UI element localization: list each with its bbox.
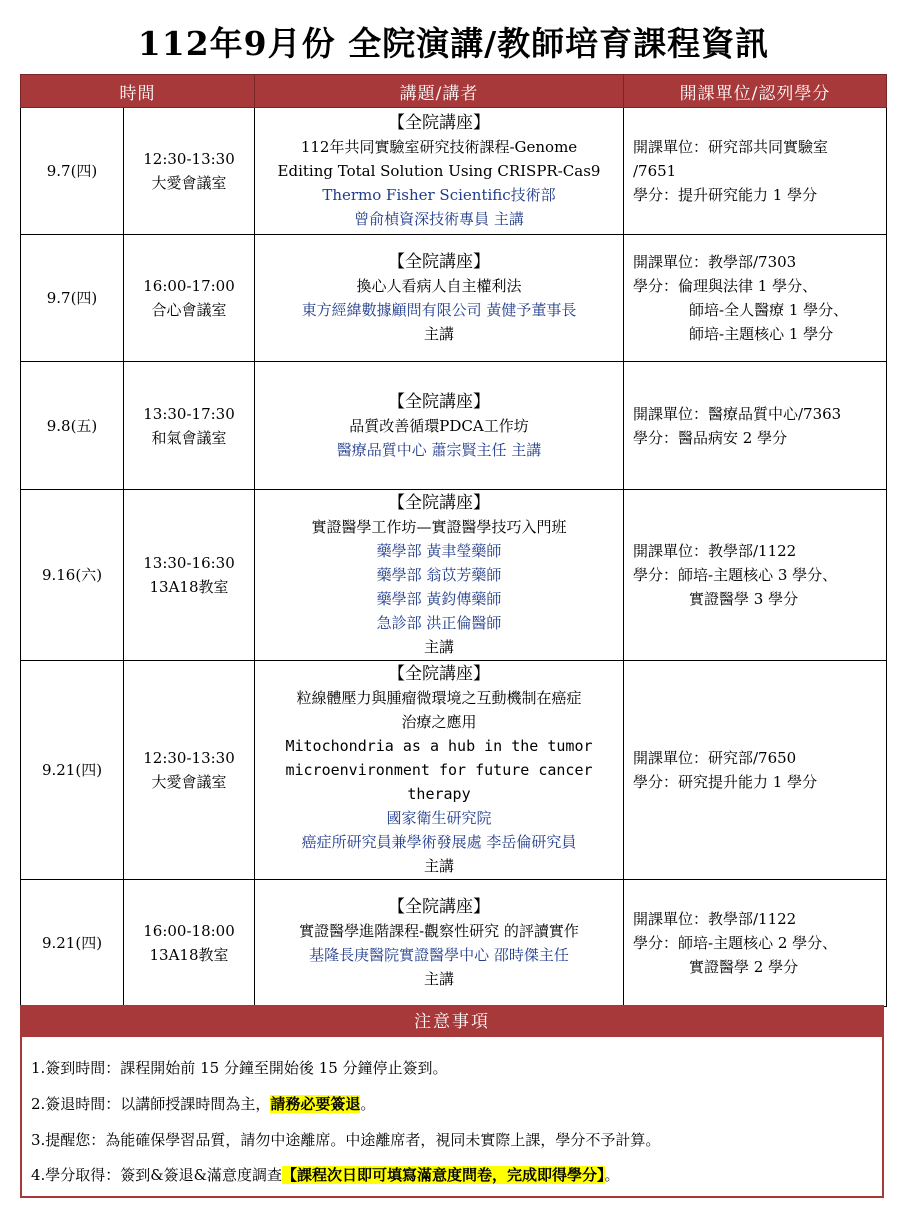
note-text: 。	[604, 1166, 620, 1184]
row-date: 9.16(六)	[21, 490, 124, 661]
unit-line: 開課單位：教學部/1122	[633, 542, 797, 560]
note-text: 2.簽退時間：以講師授課時間為主，	[31, 1095, 271, 1113]
room: 大愛會議室	[151, 174, 227, 192]
course-title: 實證醫學進階課程-觀察性研究 的評讀實作	[299, 922, 579, 940]
time-range: 16:00-17:00	[143, 277, 235, 295]
unit-line: 開課單位：教學部/7303	[633, 253, 797, 271]
course-title-english: Mitochondria as a hub in the tumor	[285, 737, 593, 755]
course-title: Editing Total Solution Using CRISPR-Cas9	[277, 162, 601, 180]
speaker: 藥學部 翁苡芳藥師	[376, 566, 502, 584]
room: 13A18教室	[149, 946, 229, 964]
lecture-tag: 【全院講座】	[388, 252, 490, 272]
lecture-tag: 【全院講座】	[388, 391, 490, 412]
course-title-english: therapy	[407, 785, 471, 803]
time-range: 13:30-17:30	[143, 404, 235, 423]
note-text: 1.簽到時間：課程開始前 15 分鐘至開始後 15 分鐘停止簽到。	[31, 1059, 448, 1077]
time-range: 12:30-13:30	[143, 749, 235, 767]
page-title: 112年9月份 全院演講/教師培育課程資訊	[137, 24, 770, 63]
time-range: 13:30-16:30	[143, 554, 235, 572]
unit-line: /7651	[633, 162, 677, 180]
note-item	[22, 1164, 620, 1185]
speaker: 醫療品質中心 蕭宗賢主任 主講	[336, 440, 542, 459]
table-row	[21, 661, 887, 880]
credit-line: 學分：研究提升能力 1 學分	[633, 773, 818, 791]
course-title: 112年共同實驗室研究技術課程-Genome	[300, 138, 578, 156]
row-topic	[255, 880, 624, 1007]
credit-line: 學分：醫品病安 2 學分	[633, 428, 788, 447]
row-unit	[624, 108, 887, 235]
credit-line: 師培-主題核心 1 學分	[689, 325, 834, 343]
table-row	[21, 362, 887, 490]
unit-line: 開課單位：教學部/1122	[633, 910, 797, 928]
room: 13A18教室	[149, 578, 229, 596]
note-item	[22, 1129, 660, 1150]
row-topic	[255, 108, 624, 235]
row-time	[124, 362, 255, 490]
note-item	[22, 1093, 375, 1114]
header-unit: 開課單位/認列學分	[624, 75, 887, 108]
row-time	[124, 880, 255, 1007]
row-date: 9.8(五)	[21, 362, 124, 490]
row-unit	[624, 490, 887, 661]
row-topic	[255, 490, 624, 661]
course-title: 換心人看病人自主權利法	[356, 277, 522, 295]
course-title: 品質改善循環PDCA工作坊	[349, 416, 529, 435]
course-schedule-table	[20, 74, 887, 1007]
speaker: 東方經緯數據顧問有限公司 黃健予董事長	[301, 301, 577, 319]
note-text: 3.提醒您：為能確保學習品質，請勿中途離席。中途離席者，視同未實際上課，學分不予計算。	[31, 1131, 661, 1149]
row-time	[124, 235, 255, 362]
speaker-role: 主講	[423, 325, 454, 343]
credit-line: 學分：提升研究能力 1 學分	[633, 186, 818, 204]
lecture-tag: 【全院講座】	[388, 113, 490, 133]
table-row	[21, 880, 887, 1007]
speaker: Thermo Fisher Scientific技術部	[322, 186, 556, 204]
lecture-tag: 【全院講座】	[388, 664, 490, 684]
credit-line: 學分：倫理與法律 1 學分、	[633, 277, 818, 295]
unit-line: 開課單位：研究部共同實驗室	[633, 138, 829, 156]
credit-line: 實證醫學 2 學分	[689, 958, 799, 976]
unit-line: 開課單位：研究部/7650	[633, 749, 797, 767]
row-unit	[624, 235, 887, 362]
row-time	[124, 661, 255, 880]
header-time: 時間	[21, 75, 255, 108]
speaker: 國家衛生研究院	[386, 809, 492, 827]
room: 和氣會議室	[151, 428, 227, 447]
notes-box	[20, 1005, 884, 1198]
row-unit	[624, 880, 887, 1007]
header-topic: 講題/講者	[255, 75, 624, 108]
row-topic	[255, 362, 624, 490]
table-header-row	[21, 75, 887, 108]
row-unit	[624, 362, 887, 490]
speaker-role: 主講	[423, 857, 454, 875]
course-title-english: microenvironment for future cancer	[285, 761, 593, 779]
credit-line: 學分：師培-主題核心 3 學分、	[633, 566, 838, 584]
speaker: 癌症所研究員兼學術發展處 李岳倫研究員	[301, 833, 577, 851]
room: 大愛會議室	[151, 773, 227, 791]
credit-line: 學分：師培-主題核心 2 學分、	[633, 934, 838, 952]
row-unit	[624, 661, 887, 880]
row-date: 9.7(四)	[21, 108, 124, 235]
row-topic	[255, 661, 624, 880]
credit-line: 實證醫學 3 學分	[689, 590, 799, 608]
notes-title: 注意事項	[22, 1007, 882, 1037]
note-text: 。	[360, 1095, 376, 1113]
time-range: 16:00-18:00	[143, 922, 235, 940]
note-item	[22, 1057, 448, 1078]
row-topic	[255, 235, 624, 362]
credit-line: 師培-全人醫療 1 學分、	[689, 301, 849, 319]
time-range: 12:30-13:30	[143, 150, 235, 168]
speaker: 藥學部 黃聿瑩藥師	[376, 542, 502, 560]
speaker: 曾俞楨資深技術專員 主講	[354, 210, 524, 228]
course-title: 治療之應用	[401, 713, 477, 731]
table-row	[21, 108, 887, 235]
lecture-tag: 【全院講座】	[388, 493, 490, 513]
room: 合心會議室	[151, 301, 227, 319]
table-row	[21, 490, 887, 661]
lecture-tag: 【全院講座】	[388, 897, 490, 917]
speaker: 急診部 洪正倫醫師	[376, 614, 502, 632]
unit-line: 開課單位：醫療品質中心/7363	[633, 404, 842, 423]
note-highlight: 請務必要簽退	[270, 1095, 361, 1113]
table-row	[21, 235, 887, 362]
row-time	[124, 490, 255, 661]
row-date: 9.21(四)	[21, 661, 124, 880]
speaker: 藥學部 黃鈞傳藥師	[376, 590, 502, 608]
speaker: 基隆長庚醫院實證醫學中心 邵時傑主任	[309, 946, 569, 964]
row-date: 9.7(四)	[21, 235, 124, 362]
row-date: 9.21(四)	[21, 880, 124, 1007]
speaker-role: 主講	[423, 638, 454, 656]
note-text: 4.學分取得：簽到&簽退&滿意度調查	[31, 1166, 283, 1184]
course-title: 粒線體壓力與腫瘤微環境之互動機制在癌症	[296, 689, 582, 707]
course-title: 實證醫學工作坊—實證醫學技巧入門班	[311, 518, 567, 536]
row-time	[124, 108, 255, 235]
note-highlight: 【課程次日即可填寫滿意度問卷，完成即得學分】	[282, 1166, 605, 1184]
speaker-role: 主講	[423, 970, 454, 988]
